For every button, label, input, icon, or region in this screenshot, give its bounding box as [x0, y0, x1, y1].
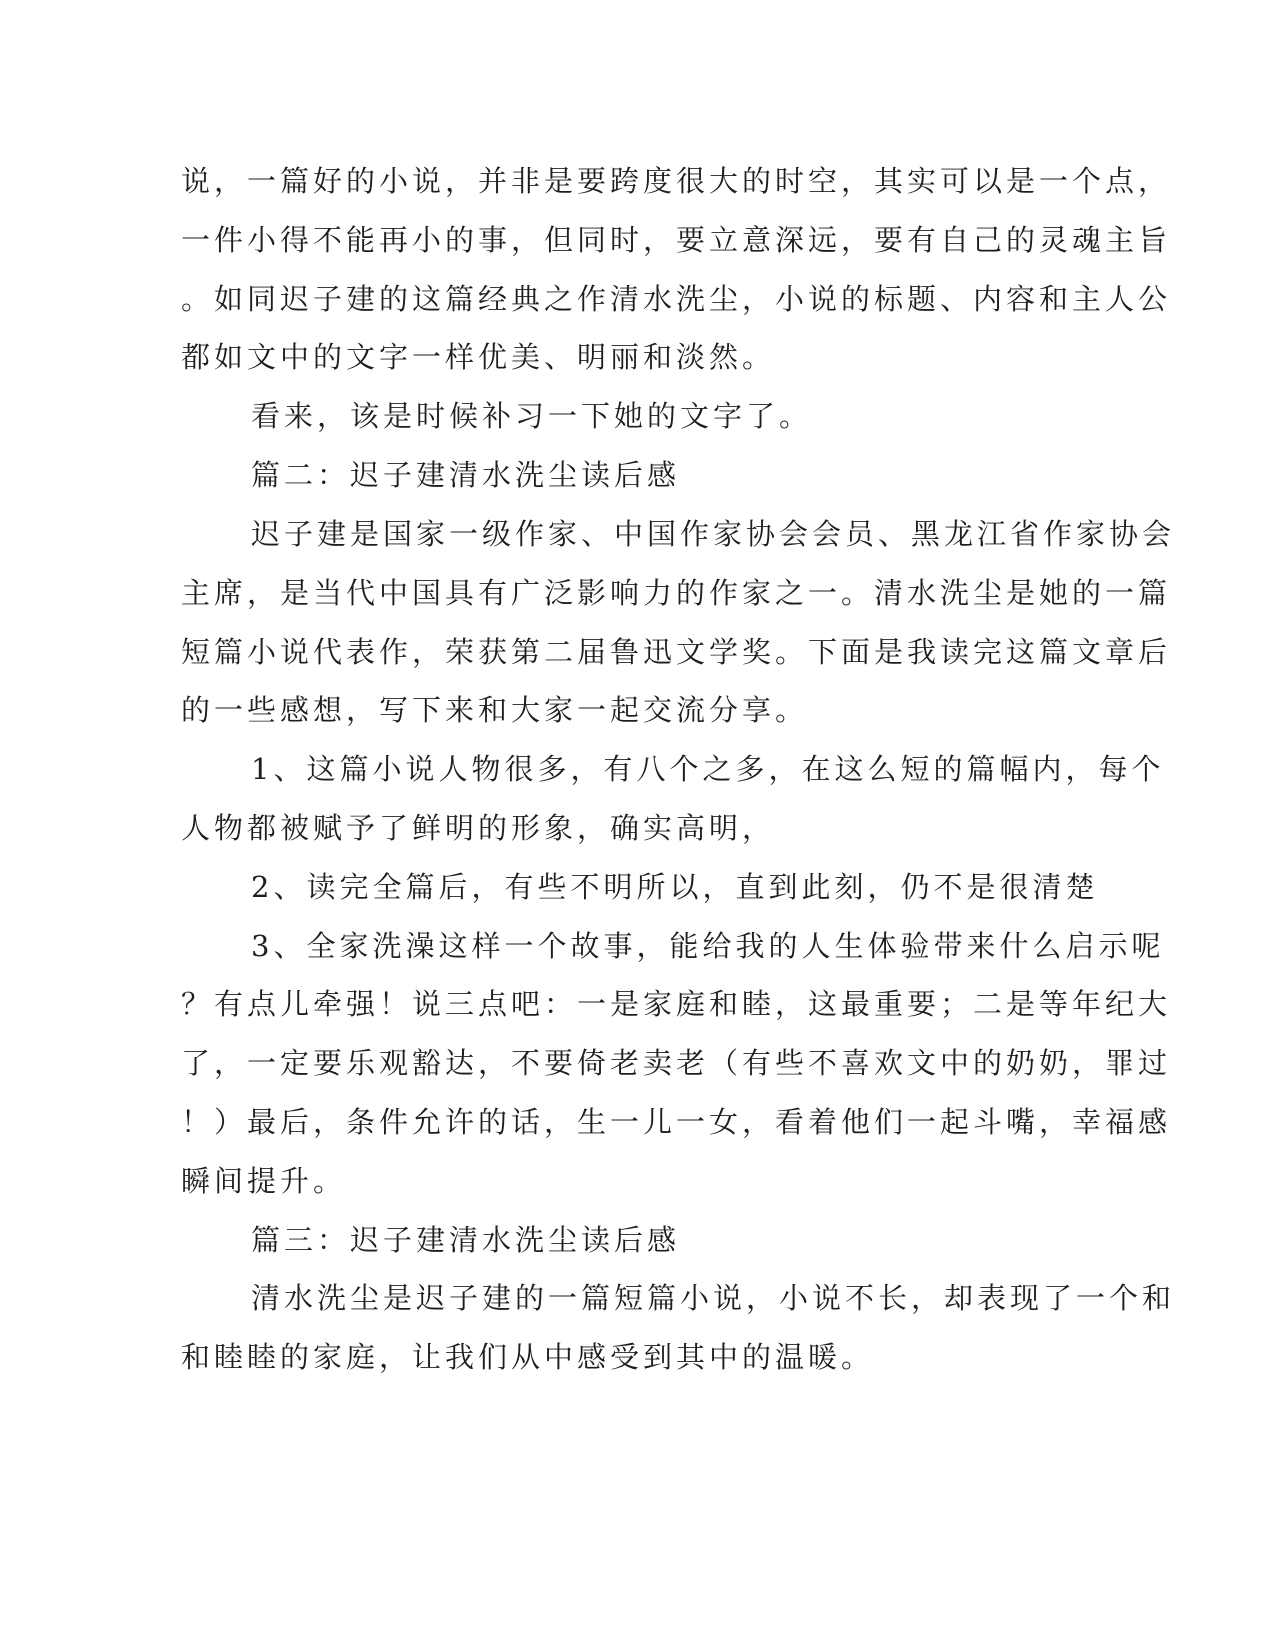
text-line: 清水洗尘是迟子建的一篇短篇小说，小说不长，却表现了一个和: [251, 1281, 1176, 1315]
text-line: 的一些感想，写下来和大家一起交流分享。: [181, 693, 809, 727]
text-line: 了，一定要乐观豁达，不要倚老卖老（有些不喜欢文中的奶奶，罪过: [181, 1046, 1172, 1080]
text-line: ？有点儿牵强！说三点吧：一是家庭和睦，这最重要；二是等年纪大: [181, 987, 1172, 1021]
text-line: 短篇小说代表作，荣获第二届鲁迅文学奖。下面是我读完这篇文章后: [181, 635, 1172, 669]
text-line: 2、读完全篇后，有些不明所以，直到此刻，仍不是很清楚: [251, 870, 1099, 904]
text-line: ！）最后，条件允许的话，生一儿一女，看着他们一起斗嘴，幸福感: [181, 1105, 1172, 1139]
text-line: 。如同迟子建的这篇经典之作清水洗尘，小说的标题、内容和主人公: [181, 282, 1172, 316]
text-line: 主席，是当代中国具有广泛影响力的作家之一。清水洗尘是她的一篇: [181, 576, 1172, 610]
text-line: 1、这篇小说人物很多，有八个之多，在这么短的篇幅内，每个: [251, 752, 1165, 786]
section-heading: 篇二：迟子建清水洗尘读后感: [251, 458, 681, 492]
text-line: 都如文中的文字一样优美、明丽和淡然。: [181, 340, 776, 374]
text-line: 人物都被赋予了鲜明的形象，确实高明，: [181, 811, 776, 845]
text-line: 瞬间提升。: [181, 1164, 347, 1198]
text-line: 和睦睦的家庭，让我们从中感受到其中的温暖。: [181, 1340, 875, 1374]
text-line: 迟子建是国家一级作家、中国作家协会会员、黑龙江省作家协会: [251, 517, 1176, 551]
text-line: 说，一篇好的小说，并非是要跨度很大的时空，其实可以是一个点，: [181, 164, 1172, 198]
text-line: 一件小得不能再小的事，但同时，要立意深远，要有自己的灵魂主旨: [181, 223, 1172, 257]
text-line: 3、全家洗澡这样一个故事，能给我的人生体验带来什么启示呢: [251, 929, 1165, 963]
text-line: 看来，该是时候补习一下她的文字了。: [251, 399, 813, 433]
section-heading: 篇三：迟子建清水洗尘读后感: [251, 1223, 681, 1257]
